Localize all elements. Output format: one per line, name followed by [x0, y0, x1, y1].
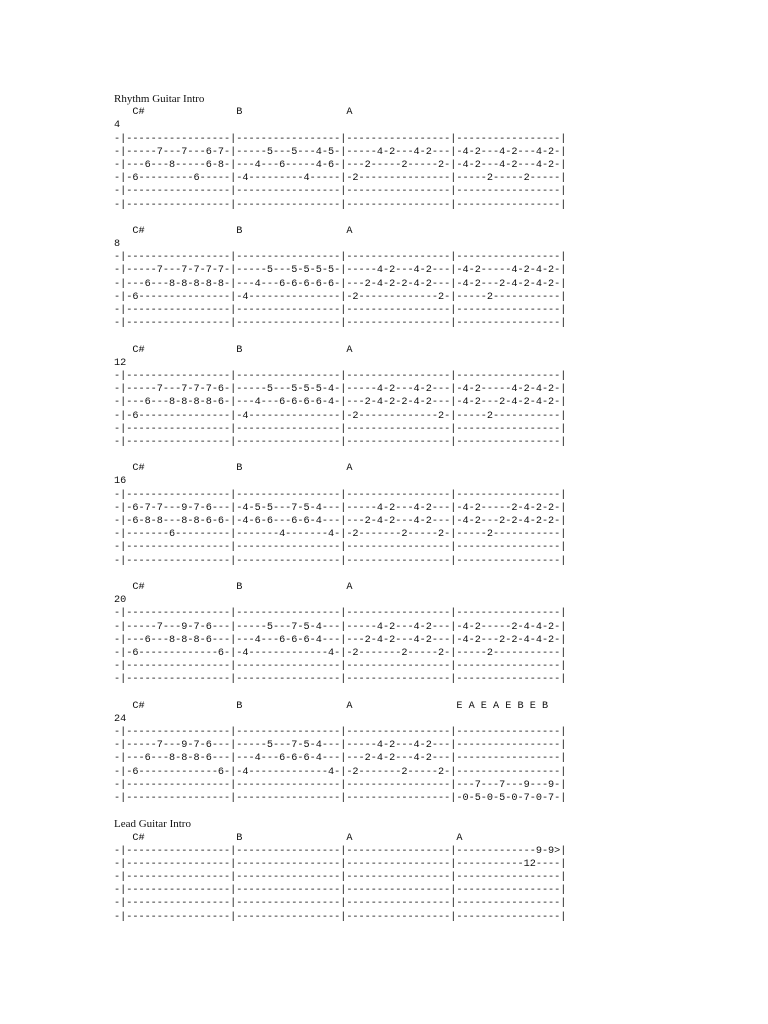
- string-line: -|---6---8-8-8-8-6-|---4---6-6-6-6-4-|---2-4-2-2-4-2---|-4-2---2-4-2-4-2-|: [114, 397, 567, 409]
- string-line: -|-----7---7-7-7-6-|-----5---5-5-5-4-|-----4-2---4-2---|-4-2-----4-2-4-2-|: [114, 384, 567, 396]
- string-line: -|-----------------|-----------------|-----------------|-----------------|: [114, 674, 567, 686]
- bar-number: 24: [114, 713, 127, 725]
- tab-system: [114, 462, 566, 568]
- string-line: -|-----------------|-----------------|-----------------|---7---7---9---9-|: [114, 779, 567, 791]
- string-line: -|-------6---------|-------4-------4-|-2-------2-----2-|-----2-----------|: [114, 529, 567, 541]
- string-line: -|-----------------|-----------------|-----------------|-----------------|: [114, 727, 567, 738]
- string-line: -|-----------------|-----------------|-----------------|-----------------|: [114, 911, 567, 923]
- section-title: Lead Guitar Intro: [114, 818, 191, 831]
- string-line: -|-----7---7---6-7-|-----5---5---4-5-|-----4-2---4-2---|-4-2---4-2---4-2-|: [114, 146, 567, 158]
- string-line: -|-----------------|-----------------|-----------------|-------------9-9>|: [114, 845, 567, 857]
- chord-line: C# B A A: [114, 832, 463, 844]
- string-line: -|-----------------|-----------------|-----------------|-----------------|: [114, 305, 567, 316]
- string-line: -|-6---------------|-4---------------|-2-------------2-|-----2-----------|: [114, 291, 567, 303]
- string-line: -|-----7---7-7-7-7-|-----5---5-5-5-5-|-----4-2---4-2---|-4-2-----4-2-4-2-|: [114, 265, 567, 277]
- string-line: -|-----------------|-----------------|-----------------|-----------------|: [114, 872, 567, 884]
- string-line: -|-----------------|-----------------|-----------------|-----------------|: [114, 885, 567, 897]
- string-line: -|-----------------|-----------------|-----------------|-----------12----|: [114, 858, 567, 870]
- string-line: -|-6-8-8---8-8-6-6-|-4-6-6---6-6-4---|---2-4-2---4-2---|-4-2---2-2-4-2-2-|: [114, 516, 567, 527]
- string-line: -|-----------------|-----------------|-----------------|-----------------|: [114, 555, 567, 567]
- chord-line: C# B A: [114, 463, 353, 475]
- spacer: [114, 330, 566, 343]
- string-line: -|-----------------|-----------------|-----------------|-----------------|: [114, 133, 567, 145]
- chord-line: C# B A: [114, 225, 353, 237]
- chord-line: C# B A: [114, 344, 353, 356]
- chord-line: C# B A: [114, 581, 353, 593]
- string-line: -|-----------------|-----------------|-----------------|-----------------|: [114, 608, 567, 620]
- string-line: -|-----------------|-----------------|-----------------|-----------------|: [114, 898, 567, 910]
- string-line: -|-6-------------6-|-4-------------4-|-2-------2-----2-|-----------------|: [114, 766, 567, 778]
- chord-line: C# B A: [114, 107, 353, 119]
- spacer: [114, 212, 566, 225]
- bar-number: 8: [114, 239, 121, 251]
- tab-document: [114, 93, 566, 924]
- string-line: -|---6---8-8-8-6---|---4---6-6-6-4---|---2-4-2---4-2---|-----------------|: [114, 753, 567, 765]
- tab-system: [114, 700, 566, 806]
- spacer: [114, 568, 566, 581]
- string-line: -|-----7---9-7-6---|-----5---7-5-4---|-----4-2---4-2---|-----------------|: [114, 740, 567, 752]
- string-line: -|-6-7-7---9-7-6---|-4-5-5---7-5-4---|-----4-2---4-2---|-4-2-----2-4-2-2-|: [114, 502, 567, 514]
- lead-section: [114, 818, 566, 924]
- string-line: -|-----------------|-----------------|-----------------|-----------------|: [114, 186, 567, 198]
- tab-system: [114, 832, 566, 924]
- string-line: -|-----------------|-----------------|-----------------|-----------------|: [114, 542, 567, 554]
- rhythm-section: [114, 93, 566, 818]
- string-line: -|-----------------|-----------------|-----------------|-----------------|: [114, 252, 567, 264]
- string-line: -|---6---8-----6-8-|---4---6-----4-6-|---2-----2-----2-|-4-2---4-2---4-2-|: [114, 159, 567, 171]
- string-line: -|---6---8-8-8-6---|---4---6-6-6-4---|---2-4-2---4-2---|-4-2---2-2-4-4-2-|: [114, 634, 567, 646]
- section-title: Rhythm Guitar Intro: [114, 93, 205, 105]
- string-line: -|-----------------|-----------------|-----------------|-----------------|: [114, 436, 567, 448]
- string-line: -|-----------------|-----------------|-----------------|-----------------|: [114, 199, 567, 211]
- bar-number: 4: [114, 120, 121, 132]
- tab-system: [114, 106, 566, 212]
- chord-line: C# B A E A E A E B E B: [114, 700, 549, 712]
- tab-system: [114, 225, 566, 331]
- string-line: -|---6---8-8-8-8-8-|---4---6-6-6-6-6-|---2-4-2-2-4-2---|-4-2---2-4-2-4-2-|: [114, 278, 567, 290]
- string-line: -|-----------------|-----------------|-----------------|-0-5-0-5-0-7-0-7-|: [114, 792, 567, 804]
- string-line: -|-----------------|-----------------|-----------------|-----------------|: [114, 489, 567, 501]
- bar-number: 16: [114, 476, 127, 488]
- string-line: -|-----------------|-----------------|-----------------|-----------------|: [114, 370, 567, 382]
- spacer: [114, 805, 566, 818]
- bar-number: 20: [114, 595, 127, 607]
- string-line: -|-----------------|-----------------|-----------------|-----------------|: [114, 423, 567, 435]
- string-line: -|-6-------------6-|-4-------------4-|-2-------2-----2-|-----2-----------|: [114, 647, 567, 659]
- spacer: [114, 686, 566, 699]
- tab-system: [114, 581, 566, 687]
- string-line: -|-----7---9-7-6---|-----5---7-5-4---|-----4-2---4-2---|-4-2-----2-4-4-2-|: [114, 621, 567, 633]
- tab-system: [114, 344, 566, 450]
- string-line: -|-----------------|-----------------|-----------------|-----------------|: [114, 318, 567, 330]
- string-line: -|-6---------6-----|-4---------4-----|-2---------------|-----2-----2-----|: [114, 173, 567, 185]
- bar-number: 12: [114, 357, 127, 369]
- spacer: [114, 449, 566, 462]
- string-line: -|-6---------------|-4---------------|-2-------------2-|-----2-----------|: [114, 410, 567, 422]
- string-line: -|-----------------|-----------------|-----------------|-----------------|: [114, 661, 567, 673]
